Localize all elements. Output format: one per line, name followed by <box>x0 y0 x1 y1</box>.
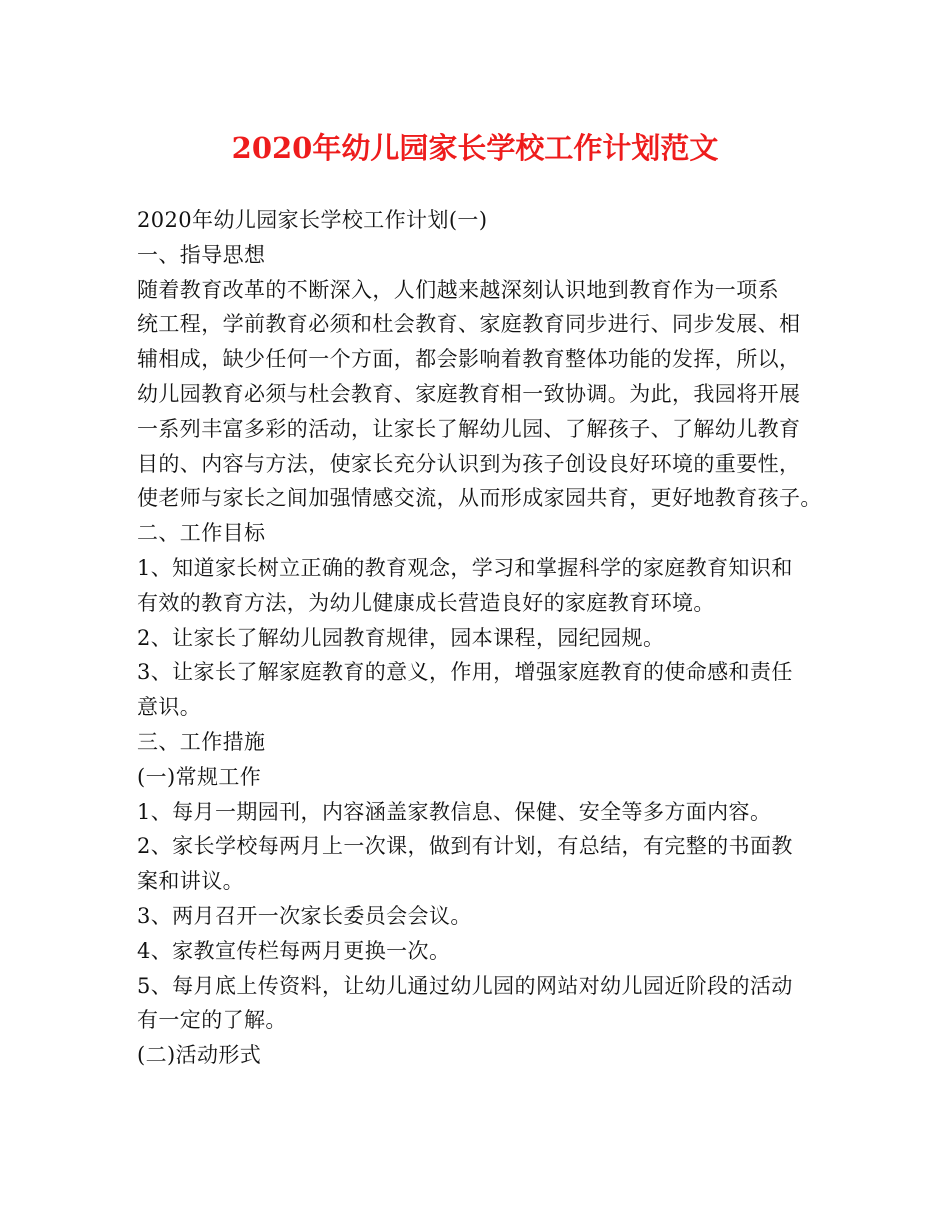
paragraph-line: 1、每月一期园刊，内容涵盖家教信息、保健、安全等多方面内容。 <box>137 799 772 824</box>
subheading-work-measures: 三、工作措施 <box>137 729 266 754</box>
paragraph-line: 一系列丰富多彩的活动，让家长了解幼儿园、了解孩子、了解幼儿教育 <box>137 416 801 441</box>
document-title: 2020年幼儿园家长学校工作计划范文 <box>231 131 719 165</box>
document-body <box>137 203 827 1073</box>
paragraph-line: 3、让家长了解家庭教育的意义，作用，增强家庭教育的使命感和责任 <box>137 660 793 685</box>
section-heading: 2020年幼儿园家长学校工作计划(一) <box>137 208 488 232</box>
subheading-guiding-ideology: 一、指导思想 <box>137 242 266 267</box>
paragraph-line: 辅相成，缺少任何一个方面，都会影响着教育整体功能的发挥，所以， <box>137 347 801 372</box>
paragraph-line: 幼儿园教育必须与杜会教育、家庭教育相一致协调。为此，我园将开展 <box>137 381 801 406</box>
paragraph-line: 使老师与家长之间加强情感交流，从而形成家园共育，更好地教育孩子。 <box>137 486 822 511</box>
paragraph-line: 目的、内容与方法，使家长充分认识到为孩子创设良好环境的重要性， <box>137 451 801 476</box>
paragraph-line: 随着教育改革的不断深入，人们越来越深刻认识地到教育作为一项系 <box>137 277 779 302</box>
paragraph-line: 有一定的了解。 <box>137 1008 287 1033</box>
paragraph-line: 意识。 <box>137 695 202 720</box>
paragraph-line: 2、家长学校每两月上一次课，做到有计划，有总结，有完整的书面教 <box>137 834 793 859</box>
paragraph-line: 有效的教育方法，为幼儿健康成长营造良好的家庭教育环境。 <box>137 590 715 615</box>
paragraph-line: 4、家教宣传栏每两月更换一次。 <box>137 938 451 963</box>
paragraph-line: 统工程，学前教育必须和杜会教育、家庭教育同步进行、同步发展、相 <box>137 312 801 337</box>
paragraph-line: 1、知道家长树立正确的教育观念，学习和掌握科学的家庭教育知识和 <box>137 555 793 580</box>
subheading-activity-forms: (二)活动形式 <box>137 1043 262 1068</box>
paragraph-line: 案和讲议。 <box>137 869 244 894</box>
paragraph-line: 3、两月召开一次家长委员会会议。 <box>137 903 472 928</box>
paragraph-line: 2、让家长了解幼儿园教育规律，园本课程，园纪园规。 <box>137 625 665 650</box>
paragraph-line: 5、每月底上传资料，让幼儿通过幼儿园的网站对幼儿园近阶段的活动 <box>137 973 793 998</box>
subheading-work-goals: 二、工作目标 <box>137 521 266 546</box>
subheading-routine-work: (一)常规工作 <box>137 764 262 789</box>
